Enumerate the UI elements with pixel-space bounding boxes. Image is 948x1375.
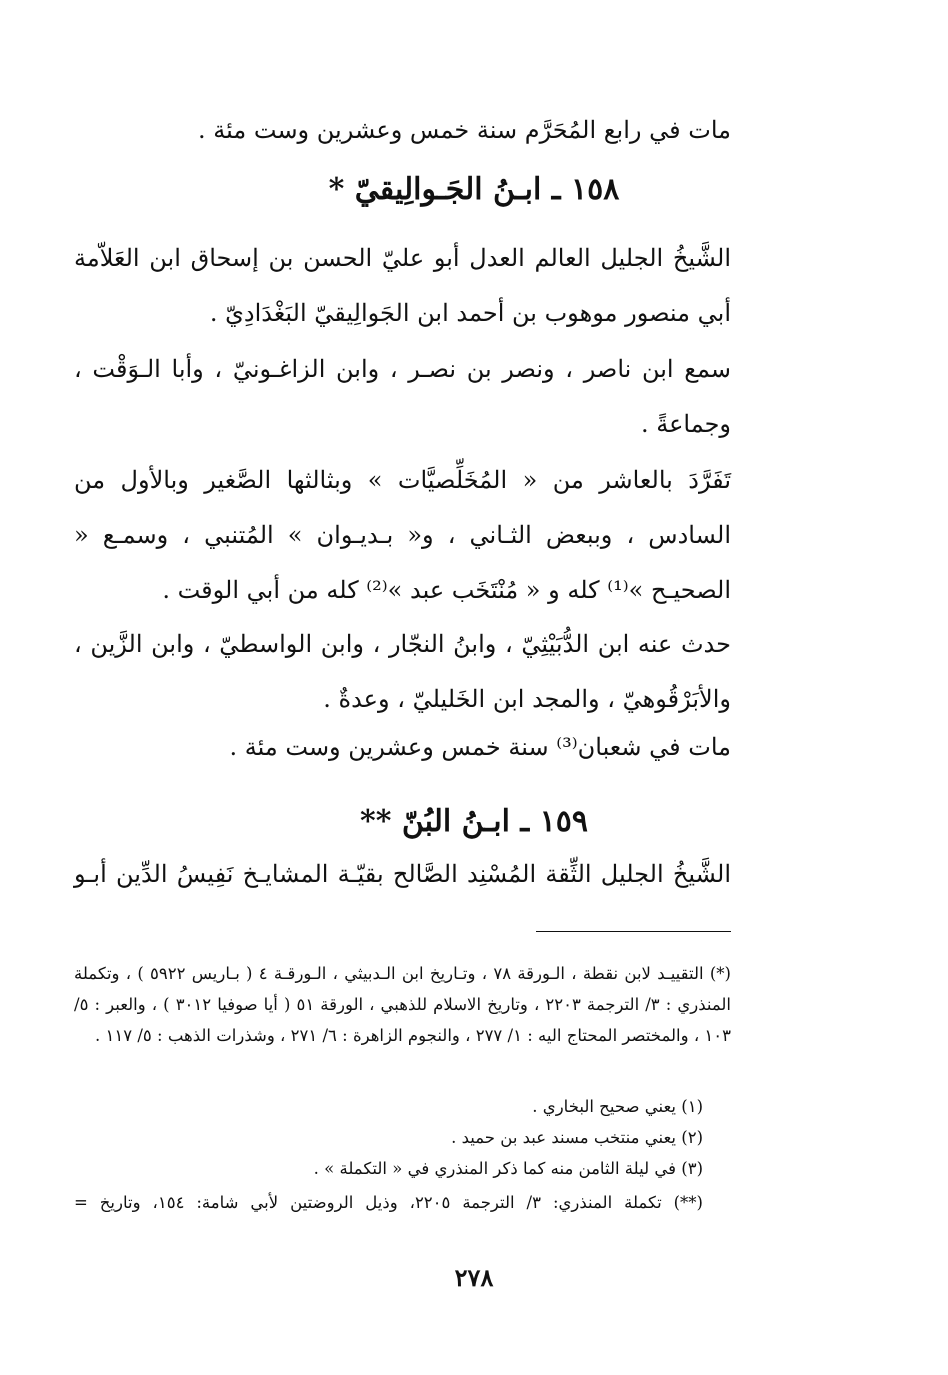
footnote-1: (١) يعني صحيح البخاري .	[532, 1097, 703, 1116]
footnote-divider	[536, 931, 731, 932]
page-number: ٢٧٨	[454, 1263, 494, 1292]
paragraph-students: حدث عنه ابن الدُّبَيْثِيّ ، وابنُ النجّار ، وابن الواسطيّ ، وابن الزَّين ، والأبَرْقُوهيّ ، والمجد ابن الخَليليّ ، وعدةٌ .	[74, 630, 731, 713]
footnote-3: (٣) في ليلة الثامن منه كما ذكر المنذري في « التكملة » .	[313, 1159, 703, 1178]
text-line: مات في شعبان⁽³⁾ سنة خمس وعشرين وست مئة .	[229, 733, 731, 761]
footnote-double-star: (**) تكملة المنذري: ٣/ الترجمة ٢٢٠٥، وذيل الروضتين لأبي شامة: ١٥٤، وتاريخ =	[74, 1193, 703, 1212]
paragraph-teachers: سمع ابن ناصر ، ونصر بن نصـر ، وابن الزاغـونيّ ، وأبا الـوَقْت ، وجماعةً .	[74, 355, 731, 438]
paragraph-narrations: تَفَرَّدَ بالعاشر من « المُخَلِّصيَّات » وبثالثها الصَّغير وبالأول من السادس ، وببعض الثـاني ، و« بـديـوان » المُتنبي ، وسمـع « الصحيـح »⁽¹⁾ كله و « مُنْتَخَب عبد »⁽²⁾ كله من أبي الوقت .	[74, 466, 731, 604]
text-line: مات في رابع المُحَرَّم سنة خمس وعشرين وست مئة .	[198, 116, 731, 144]
entry-heading-159: ١٥٩ ـ ابـنُ البُنّ **	[360, 804, 588, 839]
entry-heading-158: ١٥٨ ـ ابـنُ الجَـوالِيقيّ *	[328, 172, 620, 207]
paragraph-lineage: الشَّيخُ الجليل العالم العدل أبو عليّ الحسن بن إسحاق ابن العَلاّمة أبي منصور موهوب بن أحمد ابن الجَوالِيقيّ البَغْدَادِيّ .	[74, 244, 731, 327]
text-line: الشَّيخُ الجليل الثِّقة المُسْنِد الصَّالح بقيّـة المشايـخ نَفِيسُ الدِّين أبـو	[74, 860, 731, 888]
footnote-star: (*) التقييـد لابن نقطة ، الـورقة ٧٨ ، وتـاريخ ابن الـدبيثي ، الـورقـة ٤ ( بـاريس ٥٩٢٢ ) ، وتكملة المنذري : ٣/ الترجمة ٢٢٠٣ ، وتاريخ الاسلام للذهبي ، الورقة ٥١ ( أيا صوفيا ٣٠١٢ ) ، والعبر : ٥/ ١٠٣ ، والمختصر المحتاج اليه : ١/ ٢٧٧ ، والنجوم الزاهرة : ٦/ ٢٧١ ، وشذرات الذهب : ٥/ ١١٧ .	[74, 964, 732, 1045]
footnote-2: (٢) يعني منتخب مسند عبد بن حميد .	[451, 1128, 703, 1147]
